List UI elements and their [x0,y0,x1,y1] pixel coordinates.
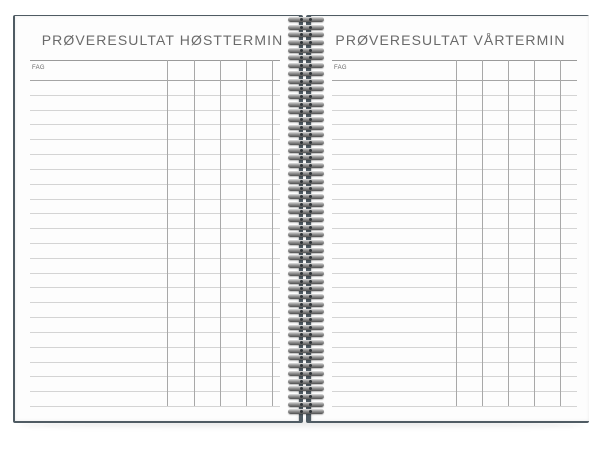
spiral-coil [284,17,328,23]
table-row-rule [30,184,280,185]
spiral-coil [284,409,328,415]
table-row-rule [332,124,577,125]
table-row-rule [30,332,280,333]
score-column-rule [167,60,168,406]
spiral-coil [284,32,328,38]
spiral-coil [284,109,328,115]
table-row-rule [332,376,577,377]
spiral-coil [284,140,328,146]
spiral-coil [284,279,328,285]
spiral-coil [284,179,328,185]
spiral-coil [284,55,328,61]
spiral-coil [284,255,328,261]
score-column-rule [272,60,273,406]
table-row-rule [30,347,280,348]
spiral-binding [284,17,328,417]
spiral-coil [284,263,328,269]
subject-column-header: FAG [334,65,347,71]
table-row-rule [30,302,280,303]
table-row-rule [30,228,280,229]
table-top-rule [30,60,280,61]
table-row-rule [332,347,577,348]
table-row-rule [30,124,280,125]
results-table-spring [332,60,577,406]
results-table-autumn [30,60,280,406]
spiral-coil [284,163,328,169]
table-row-rule [332,332,577,333]
table-row-rule [332,184,577,185]
spiral-coil [284,355,328,361]
spiral-coil [284,117,328,123]
spiral-coil [284,371,328,377]
page-title-autumn: PRØVERESULTAT HØSTTERMIN [41,32,284,48]
spiral-coil [284,394,328,400]
spiral-coil [284,402,328,408]
spiral-coil [284,63,328,69]
table-row-rule [30,287,280,288]
table-row-rule [30,362,280,363]
table-row-rule [332,317,577,318]
spiral-coil [284,25,328,31]
spiral-coil [284,240,328,246]
spiral-coil [284,171,328,177]
spiral-coil [284,155,328,161]
table-row-rule [332,95,577,96]
score-column-rule [246,60,247,406]
table-row-rule [30,199,280,200]
spiral-coil [284,363,328,369]
spiral-coil [284,317,328,323]
table-row-rule [332,139,577,140]
table-row-rule [332,199,577,200]
table-row-rule [30,110,280,111]
table-row-rule [332,243,577,244]
table-row-rule [332,169,577,170]
table-row-rule [332,213,577,214]
spiral-coil [284,209,328,215]
table-row-rule [30,273,280,274]
subject-column-header: FAG [32,65,45,71]
spiral-coil [284,86,328,92]
score-column-rule [534,60,535,406]
page-right [311,16,589,421]
table-row-rule [332,302,577,303]
spiral-coil [284,340,328,346]
table-row-rule [30,243,280,244]
spiral-coil [284,48,328,54]
spiral-coil [284,79,328,85]
table-row-rule [332,154,577,155]
spiral-coil [284,271,328,277]
score-column-rule [560,60,561,406]
table-row-rule [30,154,280,155]
spiral-coil [284,286,328,292]
table-row-rule [30,169,280,170]
score-column-rule [456,60,457,406]
table-row-rule [332,110,577,111]
spiral-coil [284,194,328,200]
spiral-coil [284,379,328,385]
table-row-rule [30,376,280,377]
table-row-rule [30,95,280,96]
spiral-coil [284,132,328,138]
spiral-coil [284,294,328,300]
page-left [15,16,299,421]
spiral-coil [284,202,328,208]
spiral-coil [284,325,328,331]
spiral-coil [284,71,328,77]
page-title-spring: PRØVERESULTAT VÅRTERMIN [335,32,566,48]
table-top-rule [332,60,577,61]
spiral-coil [284,148,328,154]
score-column-rule [482,60,483,406]
spiral-coil [284,102,328,108]
table-row-rule [332,228,577,229]
spiral-coil [284,309,328,315]
score-column-rule [508,60,509,406]
table-row-rule [332,362,577,363]
spiral-coil [284,225,328,231]
spiral-coil [284,125,328,131]
spiral-coil [284,186,328,192]
table-row-rule [30,139,280,140]
spiral-coil [284,248,328,254]
spiral-coil [284,94,328,100]
table-row-rule [332,406,577,407]
table-row-rule [332,273,577,274]
table-row-rule [332,287,577,288]
spiral-coil [284,302,328,308]
table-row-rule [30,258,280,259]
table-rows [332,80,577,406]
spiral-coil [284,217,328,223]
spiral-coil [284,40,328,46]
table-row-rule [332,391,577,392]
table-rows [30,80,280,406]
table-row-rule [30,213,280,214]
score-column-rule [194,60,195,406]
table-row-rule [30,317,280,318]
spiral-coil [284,386,328,392]
spiral-coil [284,232,328,238]
score-column-rule [220,60,221,406]
spiral-coil [284,332,328,338]
spiral-coil [284,348,328,354]
table-row-rule [30,406,280,407]
table-row-rule [332,258,577,259]
table-row-rule [30,391,280,392]
